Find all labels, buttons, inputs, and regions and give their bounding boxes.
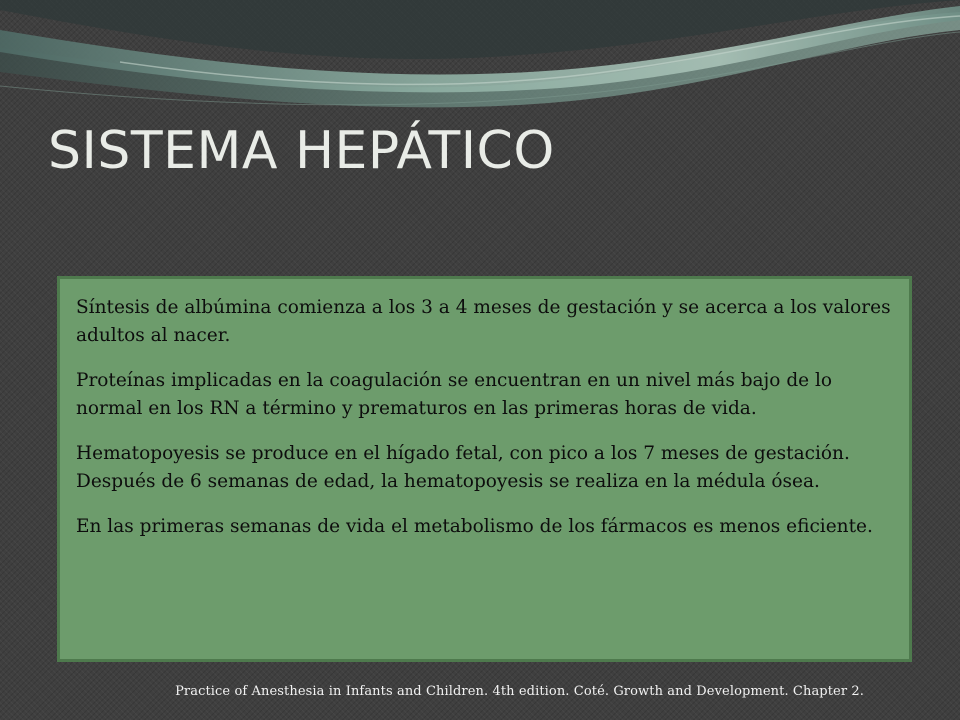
bullet-coagulation: Proteínas implicadas en la coagulación se encuentran en un nivel más bajo de lo normal en los RN a término y prematuros en las primeras horas de vida. — [76, 370, 833, 419]
bullet-hematopoiesis-marrow: Después de 6 semanas de edad, la hematopoyesis se realiza en la médula ósea. — [76, 471, 820, 492]
bullet-hematopoiesis-fetal: Hematopoyesis se produce en el hígado fetal, con pico a los 7 meses de gestación. — [76, 443, 850, 464]
footer-citation: Practice of Anesthesia in Infants and Children. 4th edition. Coté. Growth and Development. Chapter 2. — [175, 684, 864, 699]
bullet-albumin: Síntesis de albúmina comienza a los 3 a 4 meses de gestación y se acerca a los valores adultos al nacer. — [76, 297, 891, 346]
content-box — [57, 276, 912, 662]
slide-title: SISTEMA HEPÁTICO — [48, 121, 555, 181]
decorative-wave-band — [0, 0, 960, 110]
bullet-drug-metabolism: En las primeras semanas de vida el metabolismo de los fármacos es menos eficiente. — [76, 516, 873, 537]
